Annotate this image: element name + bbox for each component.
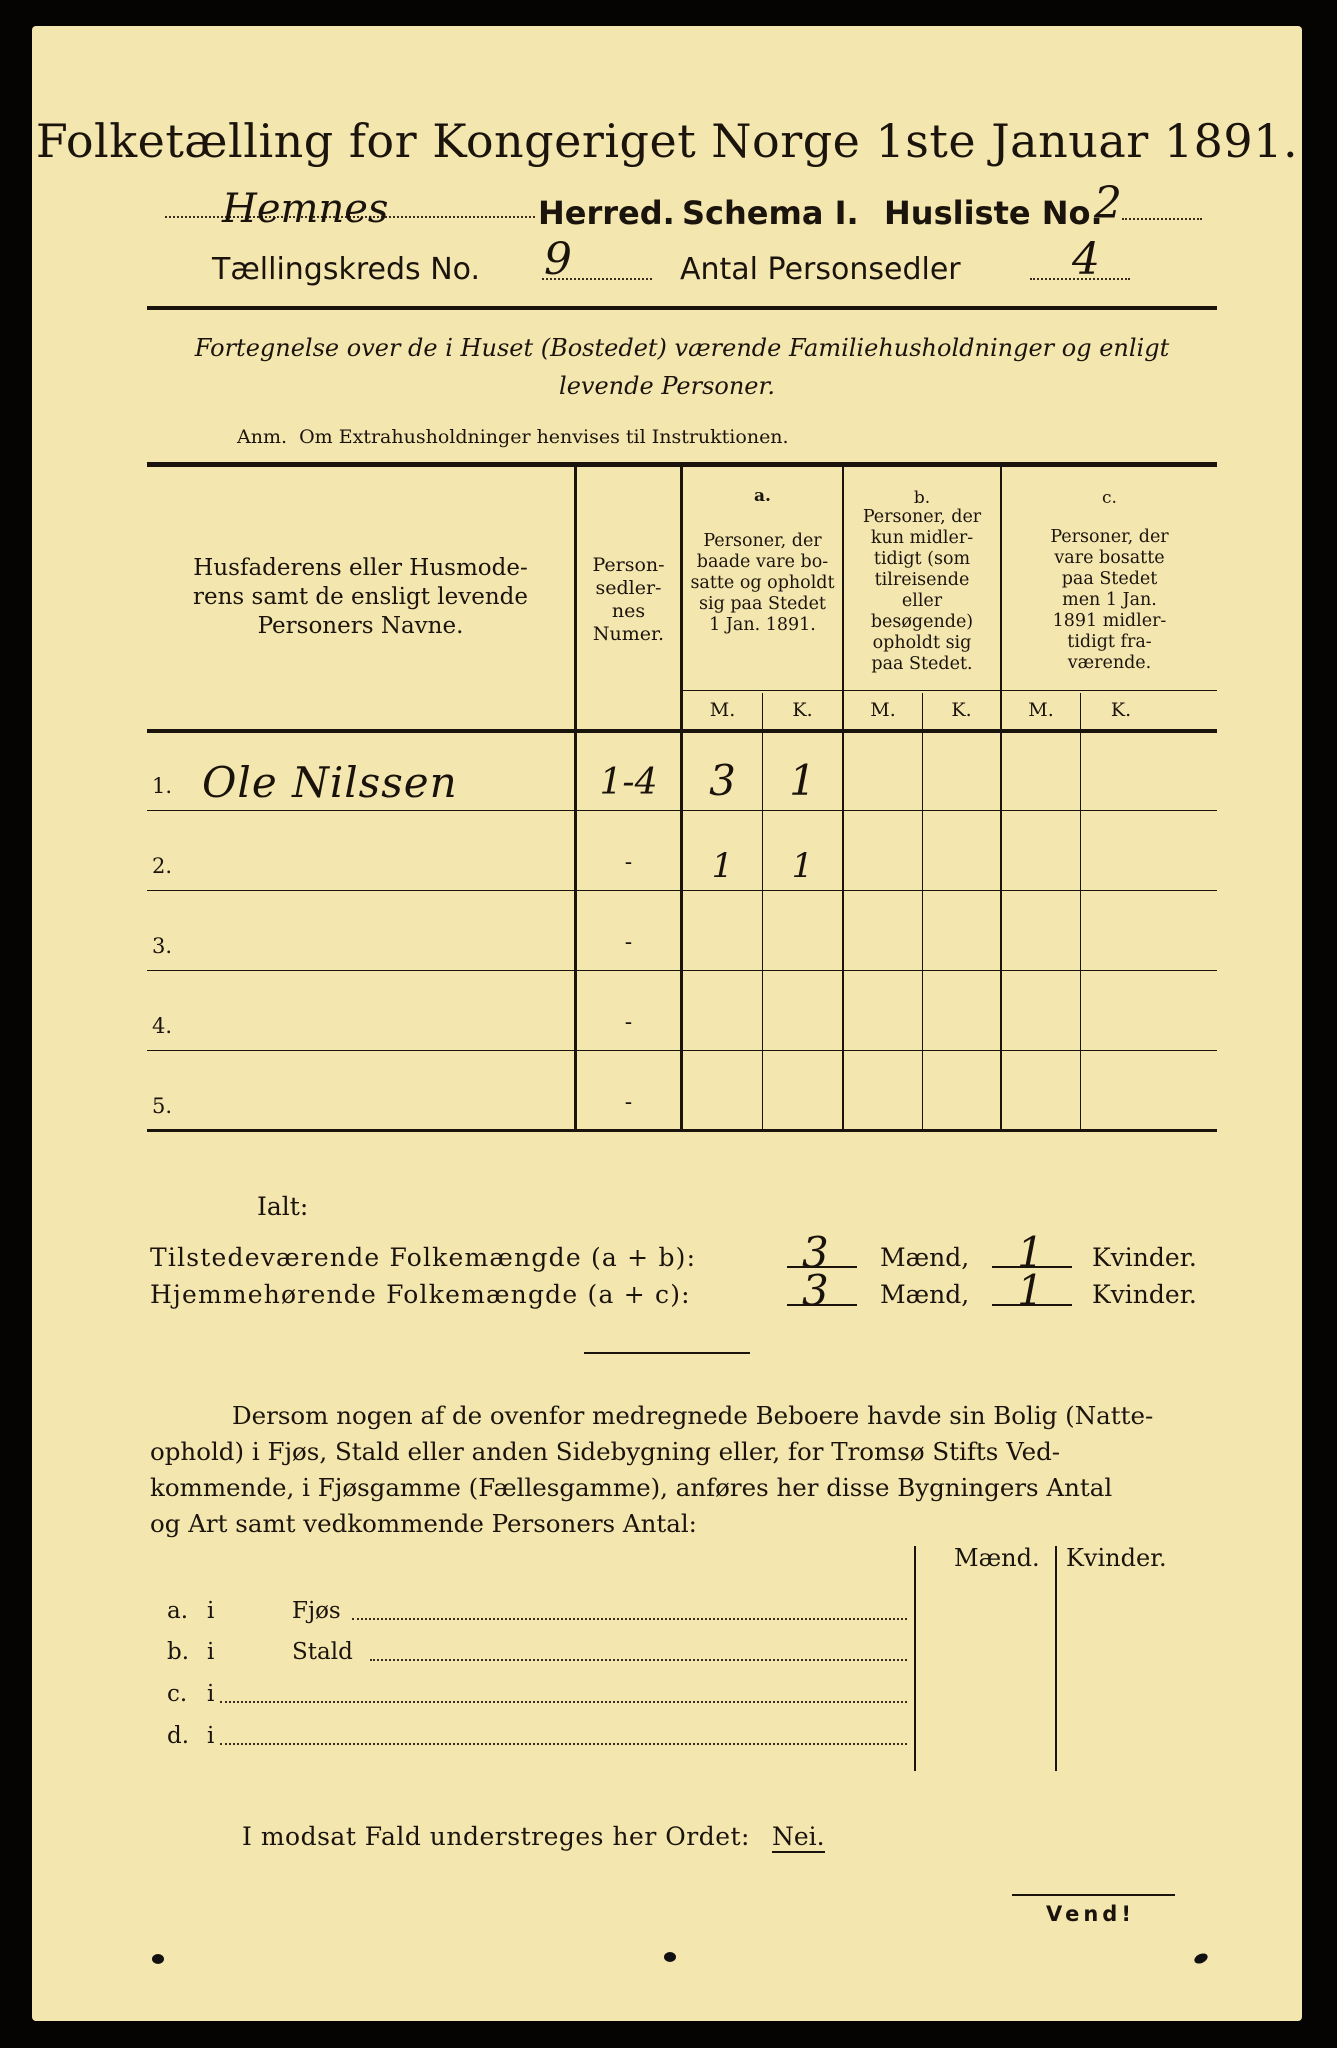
bolig-b-dots — [370, 1659, 907, 1661]
bolig-maend-header: Mænd. — [954, 1544, 1040, 1572]
row-1-name: Ole Nilssen — [202, 758, 458, 807]
hjemme-kvinder: Kvinder. — [1092, 1280, 1197, 1309]
row-3-no: 3. — [152, 934, 173, 958]
hjemme-label: Hjemmehørende Folkemængde (a + c): — [150, 1280, 691, 1309]
col-b-letter: b. — [913, 488, 931, 508]
col-c-letter: c. — [1102, 488, 1117, 508]
row-4-no: 4. — [152, 1014, 173, 1038]
bolig-d-letter: d. — [167, 1723, 190, 1749]
row-4-num: - — [624, 1010, 633, 1035]
row-rule-2 — [147, 890, 1217, 891]
ink-speck — [1193, 1951, 1209, 1965]
hjemme-maend: Mænd, — [880, 1280, 970, 1309]
row-5-no: 5. — [152, 1094, 173, 1118]
row-rule-3 — [147, 970, 1217, 971]
row-2-a-k: 1 — [791, 846, 814, 886]
tilstede-kvinder: Kvinder. — [1092, 1243, 1197, 1272]
bolig-c-dots — [220, 1701, 907, 1703]
row-1-num: 1-4 — [599, 762, 658, 803]
tilstede-m: 3 — [802, 1228, 829, 1277]
modsat-text: I modsat Fald understreges her Ordet: — [242, 1822, 750, 1851]
bolig-a-dots — [352, 1618, 907, 1620]
form-title: Folketælling for Kongeriget Norge 1ste Januar 1891. — [35, 114, 1299, 168]
bolig-a-letter: a. — [167, 1598, 189, 1624]
bolig-c-letter: c. — [167, 1681, 188, 1707]
row-5-num: - — [624, 1090, 633, 1115]
tilstede-k: 1 — [1017, 1228, 1044, 1277]
bolig-d-dots — [220, 1743, 907, 1745]
bolig-paragraph: Dersom nogen af de ovenfor medregnede Beboere havde sin Bolig (Natte- ophold) i Fjøs, Stald eller anden Sidebygning eller, for Tromsø Stifts Ved- kommende, i Fjøsgamme (Fællesgamme), anføres her disse Bygningers Antal og Art samt vedkommende Personers Antal: — [150, 1401, 1154, 1538]
header-rule — [147, 306, 1217, 310]
c-m-label: M. — [1028, 699, 1054, 721]
num-header: Person- sedler- nes Numer. — [592, 554, 665, 645]
row-1-a-m: 3 — [709, 756, 736, 805]
row-3-num: - — [624, 930, 633, 955]
bolig-col-line-2 — [1055, 1546, 1057, 1771]
kreds-value: 9 — [544, 234, 572, 285]
row-rule-1 — [147, 810, 1217, 811]
husliste-dotted-line — [1122, 218, 1202, 220]
husliste-value: 2 — [1094, 178, 1122, 229]
bolig-c-prep: i — [207, 1681, 215, 1707]
vend-text: Vend! — [1046, 1902, 1135, 1926]
names-header: Husfaderens eller Husmode- rens samt de ensligt levende Personers Navne. — [193, 555, 528, 639]
row-1-a-k: 1 — [789, 756, 816, 805]
bolig-d-prep: i — [207, 1723, 215, 1749]
bolig-col-line-1 — [914, 1546, 916, 1771]
tilstede-maend: Mænd, — [880, 1243, 970, 1272]
mk-rule — [680, 690, 1217, 691]
schema-label: Schema I. — [682, 194, 859, 232]
personsedler-label: Antal Personsedler — [680, 252, 961, 287]
bolig-b-prep: i — [207, 1639, 215, 1665]
intro-line-1: Fortegnelse over de i Huset (Bostedet) værende Familiehusholdninger og enligt — [194, 334, 1170, 362]
nei-word: Nei. — [772, 1822, 825, 1851]
bolig-kvinder-header: Kvinder. — [1066, 1544, 1167, 1572]
ink-speck — [664, 1952, 676, 1962]
col-b-header: Personer, der kun midler- tidigt (som tilreisende eller besøgende) opholdt sig paa Stedet. — [862, 507, 982, 674]
bolig-b-letter: b. — [167, 1639, 190, 1665]
c-k-label: K. — [1110, 699, 1132, 721]
col-c-header: Personer, der vare bosatte paa Stedet men 1 Jan. 1891 midler- tidigt fra- værende. — [1050, 527, 1169, 673]
bolig-b-label: Stald — [292, 1639, 353, 1665]
col-line-b-mk — [922, 693, 923, 1129]
row-2-no: 2. — [152, 854, 173, 878]
row-2-a-m: 1 — [711, 846, 734, 886]
tilstede-label: Tilstedeværende Folkemængde (a + b): — [150, 1243, 697, 1272]
kreds-dotted-line — [542, 278, 652, 280]
b-k-label: K. — [951, 699, 972, 721]
kreds-label: Tællingskreds No. — [212, 252, 480, 287]
husliste-label: Husliste No. — [884, 194, 1103, 232]
col-a-header: Personer, der baade vare bo- satte og opholdt sig paa Stedet 1 Jan. 1891. — [690, 531, 835, 635]
census-form-page — [32, 26, 1302, 2021]
hjemme-m: 3 — [802, 1266, 829, 1315]
intro-line-2: levende Personer. — [559, 372, 775, 400]
personsedler-value: 4 — [1072, 234, 1100, 285]
hjemme-k: 1 — [1017, 1266, 1044, 1315]
herred-label: Herred. — [538, 194, 675, 232]
vend-rule — [1012, 1894, 1175, 1896]
row-1-no: 1. — [152, 774, 173, 798]
col-line-c-mk — [1080, 693, 1081, 1129]
a-m-label: M. — [709, 699, 736, 721]
col-a-letter: a. — [754, 486, 771, 506]
section-divider — [584, 1352, 750, 1354]
b-m-label: M. — [870, 699, 896, 721]
ialt-label: Ialt: — [257, 1192, 309, 1221]
row-rule-4 — [147, 1050, 1217, 1051]
herred-value: Hemnes — [222, 186, 389, 232]
anm-note: Anm. Om Extrahusholdninger henvises til Instruktionen. — [237, 426, 789, 448]
bolig-a-label: Fjøs — [292, 1598, 341, 1624]
bolig-a-prep: i — [207, 1598, 215, 1624]
ink-speck — [152, 1954, 164, 1964]
a-k-label: K. — [792, 699, 813, 721]
row-2-num: - — [624, 850, 633, 875]
table-bottom-rule — [147, 1129, 1217, 1132]
